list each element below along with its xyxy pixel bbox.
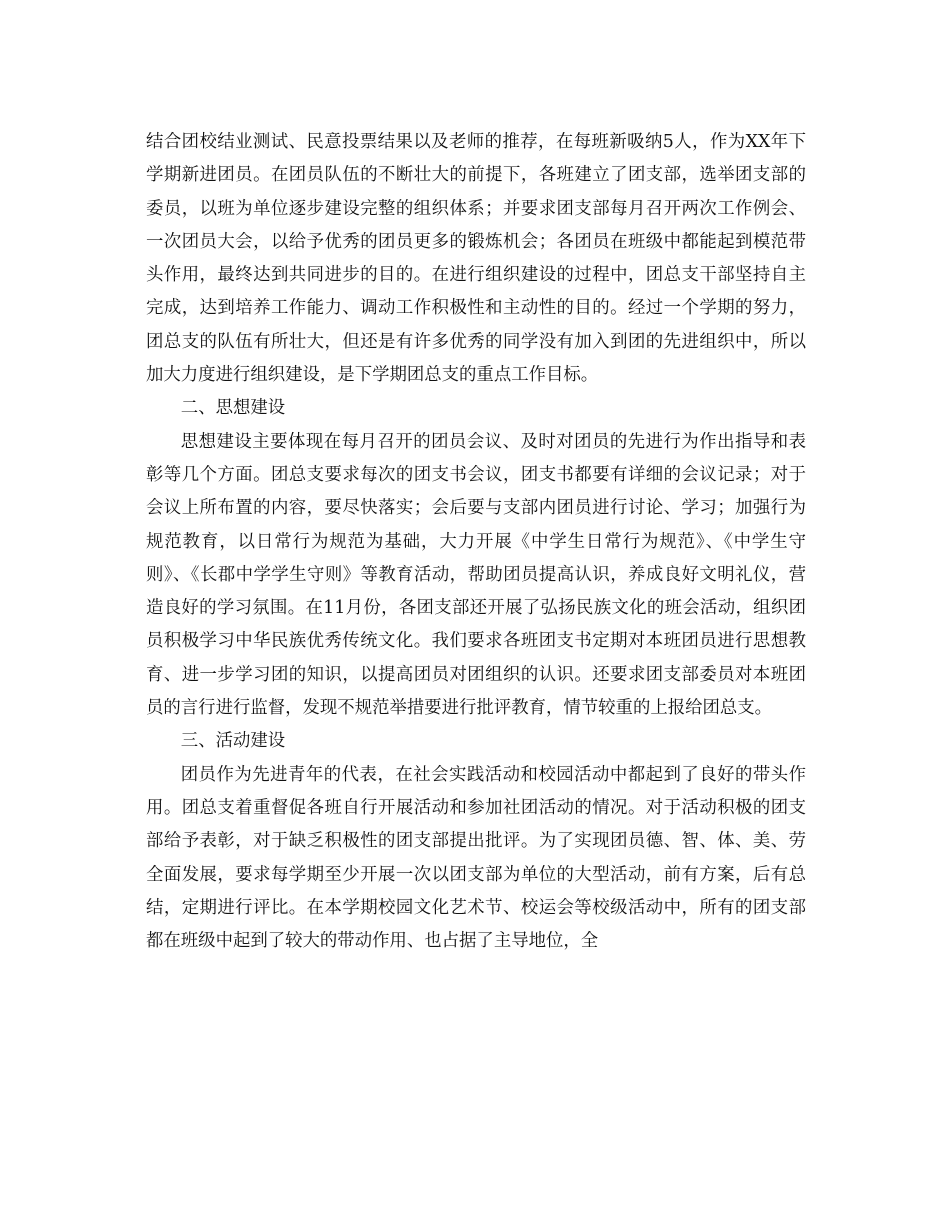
paragraph-ideology: 思想建设主要体现在每月召开的团员会议、及时对团员的先进行为作出指导和表彰等几个方面。团总支要求每次的团支书会议，团支书都要有详细的会议记录；对于会议上所布置的内容，要尽快落实；会后要与支部内团员进行讨论、学习；加强行为规范教育，以日常行为规范为基础，大力开展《中学生日常行为规范》、《中学生守则》、《长郡中学学生守则》等教育活动，帮助团员提高认识，养成良好文明礼仪，营造良好的学习氛围。在11月份，各团支部还开展了弘扬民族文化的班会活动，组织团员积极学习中华民族优秀传统文化。我们要求各班团支书定期对本班团员进行思想教育、进一步学习团的知识，以提高团员对团组织的认识。还要求团支部委员对本班团员的言行进行监督，发现不规范举措要进行批评教育，情节较重的上报给团总支。 (146, 431, 806, 719)
section-heading-ideology: 二、思想建设 (180, 398, 286, 419)
section-heading-activities: 三、活动建设 (180, 731, 286, 752)
paragraph-activities: 团员作为先进青年的代表，在社会实践活动和校园活动中都起到了良好的带头作用。团总支着重督促各班自行开展活动和参加社团活动的情况。对于活动积极的团支部给予表彰，对于缺乏积极性的团支部提出批评。为了实现团员德、智、体、美、劳全面发展，要求每学期至少开展一次以团支部为单位的大型活动，前有方案，后有总结，定期进行评比。在本学期校园文化艺术节、校运会等校级活动中，所有的团支部都在班级中起到了较大的带动作用、也占据了主导地位，全 (146, 764, 806, 952)
paragraph-organization-continued: 结合团校结业测试、民意投票结果以及老师的推荐，在每班新吸纳5人，作为XX年下学期新进团员。在团员队伍的不断壮大的前提下，各班建立了团支部，选举团支部的委员，以班为单位逐步建设完整的组织体系；并要求团支部每月召开两次工作例会、一次团员大会，以给予优秀的团员更多的锻炼机会；各团员在班级中都能起到模范带头作用，最终达到共同进步的目的。在进行组织建设的过程中，团总支干部坚持自主完成，达到培养工作能力、调动工作积极性和主动性的目的。经过一个学期的努力，团总支的队伍有所壮大，但还是有许多优秀的同学没有加入到团的先进组织中，所以加大力度进行组织建设，是下学期团总支的重点工作目标。 (146, 132, 806, 386)
document-body (146, 126, 806, 958)
